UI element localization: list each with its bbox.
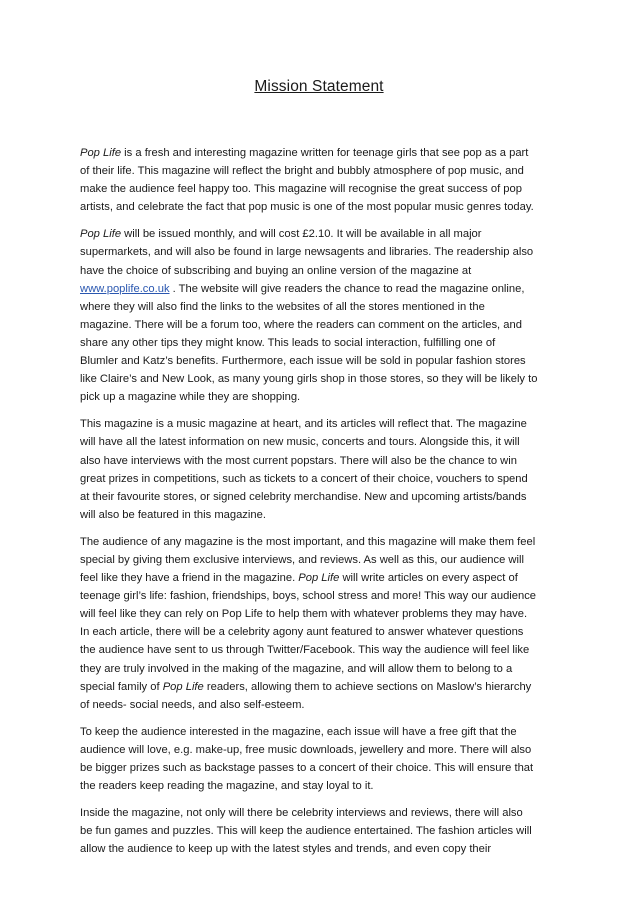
text-line bbox=[80, 388, 564, 406]
text-line bbox=[80, 370, 564, 388]
text-segment: will have all the latest information on new music, concerts and tours. Alongside this, it will bbox=[80, 436, 520, 449]
text-segment: magazine. There will be a forum too, where the readers can comment on the articles, and bbox=[80, 318, 522, 331]
text-line bbox=[80, 243, 564, 261]
text-line bbox=[80, 759, 564, 777]
text-line bbox=[80, 696, 564, 714]
text-line bbox=[80, 506, 564, 524]
text-segment: This magazine is a music magazine at heart, and its articles will reflect that. The magazine bbox=[80, 418, 527, 431]
text-segment: have the choice of subscribing and buying an online version of the magazine at bbox=[80, 264, 472, 277]
text-segment: of their life. This magazine will reflect the bright and bubbly atmosphere of pop music, and bbox=[80, 165, 524, 178]
text-segment: the audience have sent to us through Twitter/Facebook. This way the audience will feel like bbox=[80, 644, 530, 657]
text-segment: feel like they have a friend in the magazine. bbox=[80, 572, 299, 585]
text-line bbox=[80, 280, 564, 298]
text-segment: will write articles on every aspect of bbox=[339, 572, 518, 585]
text-segment: The audience of any magazine is the most important, and this magazine will make them feel bbox=[80, 535, 536, 548]
paragraph bbox=[80, 804, 564, 858]
text-segment: special by giving them exclusive interviews, and reviews. As well as this, our audience will bbox=[80, 553, 524, 566]
text-segment: Blumler and Katz’s benefits. Furthermore, each issue will be sold in popular fashion stores bbox=[80, 355, 526, 368]
text-segment: great prizes in competitions, such as tickets to a concert of their choice, vouchers to spend bbox=[80, 472, 528, 485]
text-segment: allow the audience to keep up with the latest styles and trends, and even copy their bbox=[80, 843, 492, 856]
text-segment: make the audience feel happy too. This magazine will recognise the great success of pop bbox=[80, 183, 522, 196]
text-segment: where they will also find the links to the websites of all the stores mentioned in the bbox=[80, 300, 485, 313]
text-segment: the readers keep reading the magazine, and stay loyal to it. bbox=[80, 780, 374, 793]
magazine-name: Pop Life bbox=[162, 680, 204, 693]
text-line bbox=[80, 298, 564, 316]
text-line bbox=[80, 352, 564, 370]
text-segment: artists, and celebrate the fact that pop music is one of the most popular music genres today. bbox=[80, 201, 534, 214]
text-segment: In each article, there will be a celebrity agony aunt featured to answer whatever questions bbox=[80, 626, 524, 639]
text-segment: teenage girl’s life: fashion, friendships, boys, school stress and more! This way our audience bbox=[80, 590, 537, 603]
text-line bbox=[80, 144, 564, 162]
text-line bbox=[80, 804, 564, 822]
paragraph bbox=[80, 415, 564, 524]
paragraph bbox=[80, 144, 564, 216]
paragraph bbox=[80, 723, 564, 795]
text-line bbox=[80, 840, 564, 858]
text-segment: like Claire’s and New Look, as many young girls shop in those stores, so they will be likely to bbox=[80, 373, 538, 386]
text-line bbox=[80, 415, 564, 433]
text-line bbox=[80, 533, 564, 551]
text-segment: be bigger prizes such as backstage passes to a concert of their choice. This will ensure that bbox=[80, 762, 534, 774]
text-line bbox=[80, 198, 564, 216]
text-segment: pick up a magazine while they are shopping. bbox=[80, 391, 301, 404]
text-segment: is a fresh and interesting magazine written for teenage girls that see pop as a part bbox=[121, 147, 529, 159]
text-line bbox=[80, 822, 564, 840]
text-line bbox=[80, 623, 564, 641]
magazine-name: Pop Life bbox=[80, 228, 122, 241]
text-line bbox=[80, 641, 564, 659]
text-line bbox=[80, 225, 564, 243]
document-body bbox=[80, 144, 564, 867]
text-segment: share any other tips they might know. This leads to social interaction, fulfilling one of bbox=[80, 336, 496, 349]
text-line bbox=[80, 334, 564, 352]
text-line bbox=[80, 470, 564, 488]
text-segment: . The website will give readers the chance to read the magazine online, bbox=[169, 282, 525, 295]
text-segment: Inside the magazine, not only will there be celebrity interviews and reviews, there will also bbox=[80, 807, 523, 820]
text-segment: will also be featured in this magazine. bbox=[80, 508, 266, 521]
text-line bbox=[80, 660, 564, 678]
text-line bbox=[80, 605, 564, 623]
text-line bbox=[80, 569, 564, 587]
text-segment: also have interviews with the most current popstars. There will also be the chance to win bbox=[80, 454, 517, 467]
magazine-name: Pop Life bbox=[80, 147, 122, 159]
paragraph bbox=[80, 533, 564, 714]
text-line bbox=[80, 678, 564, 696]
text-line bbox=[80, 777, 564, 795]
text-segment: audience will love, e.g. make-up, free music downloads, jewellery and more. There will also bbox=[80, 743, 532, 756]
text-segment: will be issued monthly, and will cost £2.10. It will be available in all major bbox=[121, 228, 482, 241]
text-segment: supermarkets, and will also be found in large newsagents and libraries. The readership also bbox=[80, 246, 534, 259]
paragraph bbox=[80, 225, 564, 406]
text-segment: special family of bbox=[80, 680, 163, 693]
text-segment: readers, allowing them to achieve sections on Maslow’s hierarchy bbox=[203, 680, 532, 693]
text-segment: To keep the audience interested in the magazine, each issue will have a free gift that the bbox=[80, 725, 517, 738]
text-segment: of needs- social needs, and also self-esteem. bbox=[80, 698, 305, 711]
text-segment: be fun games and puzzles. This will keep the audience entertained. The fashion articles will bbox=[80, 825, 532, 838]
text-segment: they are truly involved in the making of the magazine, and will allow them to belong to a bbox=[80, 662, 513, 675]
text-line bbox=[80, 180, 564, 198]
text-line bbox=[80, 316, 564, 334]
text-line bbox=[80, 551, 564, 569]
text-segment: at their favourite stores, or signed celebrity merchandise. New and upcoming artists/bands bbox=[80, 490, 527, 503]
text-line bbox=[80, 488, 564, 506]
text-segment: will feel like they can rely on Pop Life to help them with whatever problems they may have. bbox=[80, 608, 528, 621]
website-link[interactable]: www.poplife.co.uk bbox=[80, 282, 170, 295]
magazine-name: Pop Life bbox=[298, 572, 340, 585]
text-line bbox=[80, 262, 564, 280]
page-title: Mission Statement bbox=[254, 78, 384, 95]
text-line bbox=[80, 452, 564, 470]
text-line bbox=[80, 433, 564, 451]
text-line bbox=[80, 162, 564, 180]
text-line bbox=[80, 741, 564, 759]
text-line bbox=[80, 723, 564, 741]
text-line bbox=[80, 587, 564, 605]
